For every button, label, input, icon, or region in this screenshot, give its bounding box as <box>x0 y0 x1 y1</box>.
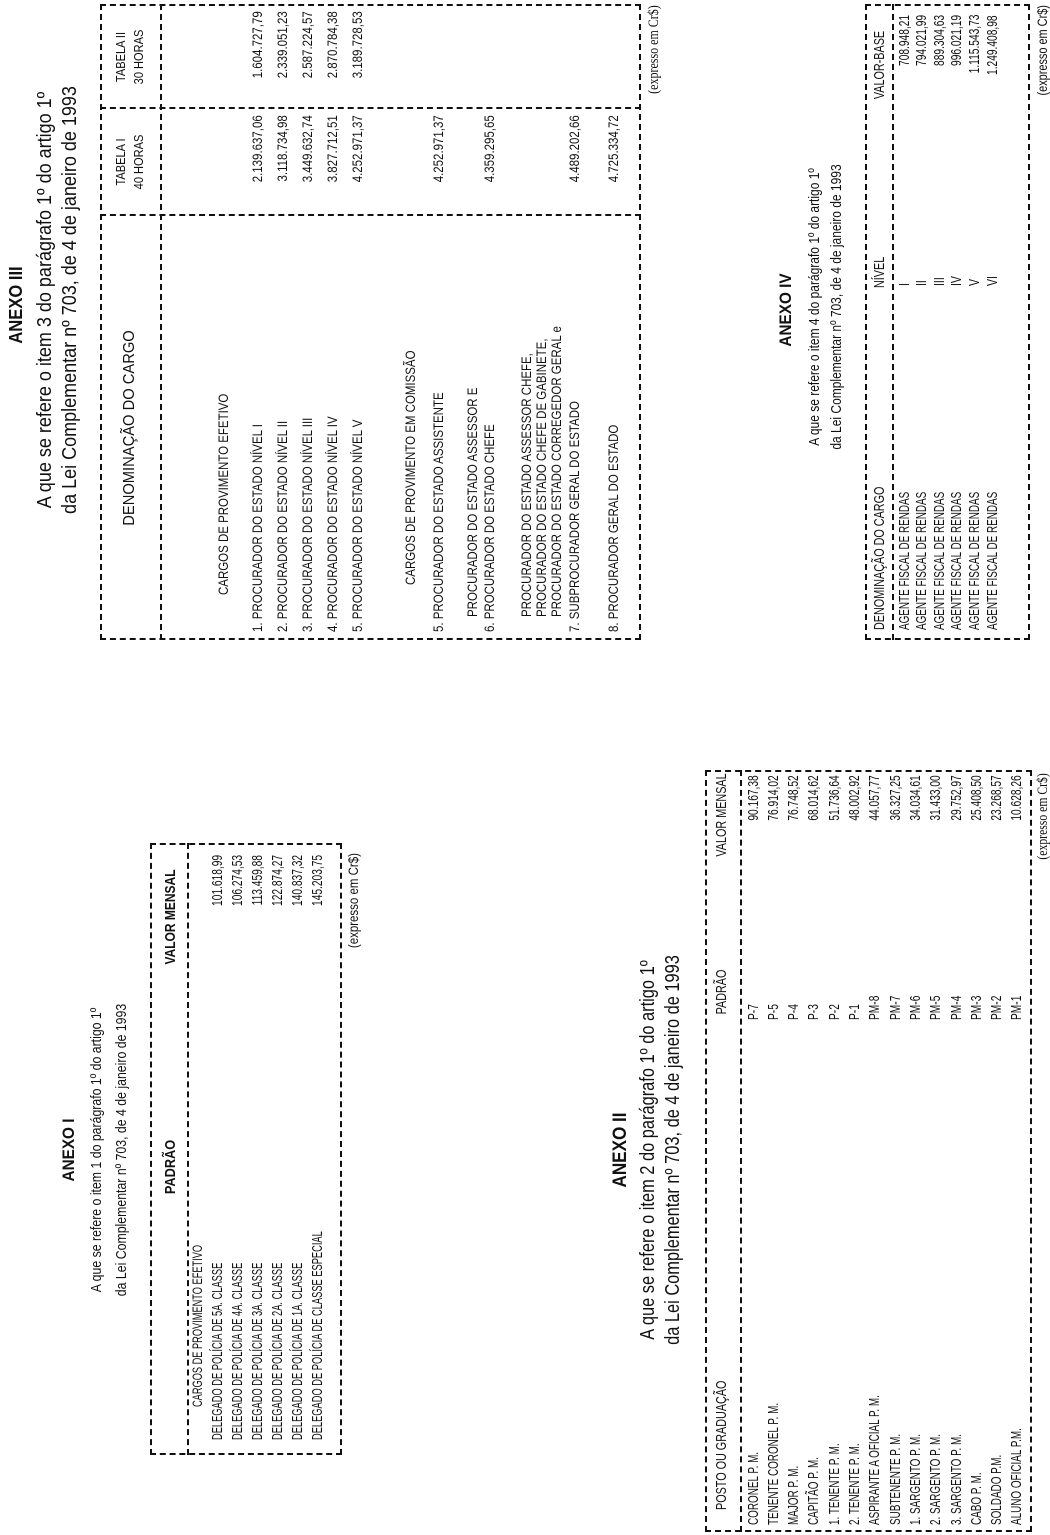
anexo3-subtitle-line: A que se refere o item 3 do parágrafo 1º do artigo 1º <box>34 91 56 509</box>
anexo2-row-padrao: PM-1 <box>1008 995 1026 1020</box>
anexo1-row-valor: 145.203,75 <box>308 855 326 907</box>
anexo4-title: ANEXO IV <box>775 273 795 347</box>
anexo3-row-tabela2-value: 3.189.728,53 <box>349 11 365 79</box>
anexo2-row-padrao: PM-5 <box>927 995 945 1020</box>
anexo3-row-tabela2-value: 2.339.051,23 <box>274 11 290 79</box>
anexo2-row-posto: 2. TENENTE P. M. <box>846 1443 863 1525</box>
anexo1-row-cargo: DELEGADO DE POLÍCIA DE CLASSE ESPECIAL <box>308 1231 326 1440</box>
anexo4-row-cargo: AGENTE FISCAL DE RENDAS <box>948 491 966 630</box>
anexo3-row-text: 2. PROCURADOR DO ESTADO NÍVEL II <box>274 420 290 632</box>
anexo3-header-denominacao: DENOMINAÇÃO DO CARGO <box>121 330 138 526</box>
anexo2-row-valor: 10.628,26 <box>1008 775 1026 821</box>
anexo3-row-tabela2-value: 2.870.784,38 <box>324 11 340 79</box>
anexo3-row-text: 3. PROCURADOR DO ESTADO NÍVEL III <box>299 417 315 632</box>
anexo2-row-valor: 51.736,64 <box>825 775 843 821</box>
anexo3-row-tabela1-value: 4.252.971,37 <box>430 115 446 183</box>
anexo2-row-posto: CORONEL P. M. <box>744 1451 762 1525</box>
anexo4-row-nivel: V <box>965 278 983 286</box>
anexo1-row-valor: 140.837,32 <box>288 855 306 907</box>
anexo2-row-posto: 1. TENENTE P. M. <box>825 1443 843 1525</box>
anexo3-row-text: PROCURADOR DO ESTADO CORREGEDOR GERAL e <box>548 326 564 617</box>
anexo1-row-cargo: DELEGADO DE POLÍCIA DE 3A. CLASSE <box>248 1262 266 1440</box>
anexo4-row-valor: 1.115.543,73 <box>965 15 983 74</box>
anexo2-row-padrao: P-5 <box>764 1004 782 1020</box>
anexo2-row-valor: 36.327,25 <box>886 775 904 821</box>
anexo3-row-tabela2-value: 1.604.727,79 <box>249 11 265 79</box>
anexo2-header-divider <box>740 770 742 1532</box>
anexo2-subtitle-line: A que se refere o item 2 do parágrafo 1º do artigo 1º <box>637 960 659 1340</box>
anexo3-row-text: 6. PROCURADOR DO ESTADO CHEFE <box>481 424 497 632</box>
anexo2-row-padrao: PM-3 <box>967 995 985 1020</box>
anexo2-row-padrao: P-7 <box>744 1004 762 1020</box>
anexo2-header-posto: POSTO OU GRADUAÇÃO <box>712 1380 730 1510</box>
anexo3-row-text: 5. PROCURADOR DO ESTADO ASSISTENTE <box>430 392 446 632</box>
anexo4-header-valor: VALOR-BASE <box>870 30 888 100</box>
anexo2-row-posto: SOLDADO P.M. <box>988 1454 1006 1525</box>
anexo4-row-valor: 889.304,63 <box>930 15 948 67</box>
anexo1-row-cargo: DELEGADO DE POLÍCIA DE 1A. CLASSE <box>288 1262 306 1440</box>
anexo1-row-cargo: DELEGADO DE POLÍCIA DE 2A. CLASSE <box>268 1262 286 1440</box>
anexo2-row-posto: 3. SARGENTO P. M. <box>947 1434 965 1525</box>
anexo2-row-valor: 29.752,97 <box>947 775 965 821</box>
anexo2-row-posto: MAJOR P. M. <box>785 1465 803 1525</box>
anexo3-row-tabela1-value: 2.139.637,06 <box>249 115 265 183</box>
anexo2-title: ANEXO II <box>609 1112 631 1188</box>
anexo2-row-valor: 48.002,92 <box>846 775 863 821</box>
anexo2-row-padrao: PM-2 <box>988 995 1006 1020</box>
anexo2-footnote: (expresso em Cr$) <box>1034 773 1050 860</box>
anexo3-row-text: CARGOS DE PROVIMENTO EFETIVO <box>215 393 231 595</box>
anexo3-column-divider <box>100 107 641 109</box>
anexo2-row-valor: 34.034,61 <box>906 775 924 821</box>
anexo3-row-text: 8. PROCURADOR GERAL DO ESTADO <box>605 424 621 632</box>
anexo2-row-posto: ALUNO OFICIAL P.M. <box>1008 1428 1026 1525</box>
anexo4-row-nivel: VI <box>983 276 1001 286</box>
anexo1-subtitle-line: da Lei Complementar nº 703, de 4 de janeiro de 1993 <box>112 1003 130 1297</box>
anexo2-row-padrao: PM-8 <box>866 995 884 1020</box>
anexo3-row-tabela1-value: 4.725.334,72 <box>605 115 621 183</box>
anexo3-row-text: 5. PROCURADOR DO ESTADO NÍVEL V <box>349 419 365 632</box>
anexo2-subtitle-line: da Lei Complementar nº 703, de 4 de janeiro de 1993 <box>662 955 684 1345</box>
anexo2-row-padrao: P-2 <box>825 1004 843 1020</box>
anexo4-row-cargo: AGENTE FISCAL DE RENDAS <box>895 491 913 630</box>
anexo4-row-nivel: II <box>913 280 931 286</box>
anexo4-row-nivel: I <box>895 283 913 286</box>
anexo2-row-posto: ASPIRANTE A OFICIAL P. M. <box>866 1395 884 1525</box>
anexo4-header-divider <box>892 4 894 640</box>
anexo2-row-padrao: P-3 <box>805 1004 823 1020</box>
anexo1-row-cargo: DELEGADO DE POLÍCIA DE 5A. CLASSE <box>208 1262 226 1440</box>
anexo3-row-text: CARGOS DE PROVIMENTO EM COMISSÃO <box>402 350 418 585</box>
anexo4-header-denominacao: DENOMINAÇÃO DO CARGO <box>870 486 888 630</box>
anexo3-row-text: 4. PROCURADOR DO ESTADO NÍVEL IV <box>324 416 340 632</box>
anexo3-row-tabela1-value: 4.489.202,66 <box>566 115 582 183</box>
anexo2-row-padrao: PM-7 <box>886 995 904 1020</box>
anexo1-row-cargo: DELEGADO DE POLÍCIA DE 4A. CLASSE <box>228 1262 246 1440</box>
anexo3-header-tabela1-hours: 40 HORAS <box>130 134 146 190</box>
anexo3-row-text: 1. PROCURADOR DO ESTADO NÍVEL I <box>249 424 265 632</box>
anexo2-header-padrao: PADRÃO <box>712 969 730 1015</box>
anexo2-row-padrao: P-4 <box>785 1004 803 1020</box>
anexo2-row-posto: TENENTE CORONEL P. M. <box>764 1402 782 1525</box>
anexo4-row-cargo: AGENTE FISCAL DE RENDAS <box>983 491 1001 630</box>
anexo2-row-valor: 31.433,00 <box>927 775 945 821</box>
anexo3-header-tabela1: TABELA I <box>112 138 128 186</box>
anexo3-row-tabela1-value: 3.449.632,74 <box>299 115 315 183</box>
anexo3-row-text: PROCURADOR DO ESTADO ASSESSOR CHEFE, <box>518 353 534 617</box>
anexo3-row-tabela1-value: 3.118.734,98 <box>274 115 290 182</box>
anexo3-row-tabela1-value: 3.827.712,51 <box>324 115 340 183</box>
anexo1-row-valor: 122.874,27 <box>268 855 286 907</box>
anexo3-row-tabela1-value: 4.359.295,65 <box>481 115 497 183</box>
anexo1-row-valor: 106.274,53 <box>228 855 246 907</box>
anexo4-row-cargo: AGENTE FISCAL DE RENDAS <box>913 491 931 630</box>
anexo2-row-posto: SUBTENENTE P. M. <box>886 1433 904 1525</box>
anexo3-row-text: PROCURADOR DO ESTADO ASSESSOR E <box>464 387 480 617</box>
anexo3-column-divider <box>100 214 641 216</box>
anexo2-header-valor: VALOR MENSAL <box>712 773 730 857</box>
anexo4-row-valor: 794.021,99 <box>913 15 931 67</box>
anexo3-row-text: 7. SUBPROCURADOR GERAL DO ESTADO <box>566 401 582 632</box>
anexo4-subtitle-line: A que se refere o item 4 do parágrafo 1º do artigo 1º <box>805 168 823 446</box>
anexo3-footnote: (expresso em Cr$) <box>645 5 662 94</box>
anexo4-row-cargo: AGENTE FISCAL DE RENDAS <box>930 491 948 630</box>
anexo3-title: ANEXO III <box>6 266 26 344</box>
anexo4-row-valor: 996.021,19 <box>948 15 966 67</box>
anexo2-row-padrao: P-1 <box>846 1004 863 1020</box>
anexo2-row-posto: 2. SARGENTO P. M. <box>927 1434 945 1525</box>
anexo1-row-valor: 113.459,88 <box>248 855 266 906</box>
anexo1-subtitle-line: A que se refere o item 1 do parágrafo 1º do artigo 1º <box>87 1007 105 1293</box>
anexo4-row-valor: 708.948,21 <box>895 15 913 67</box>
anexo1-header-padrao: PADRÃO <box>161 1139 179 1195</box>
anexo3-header-divider <box>160 4 162 640</box>
anexo3-row-tabela2-value: 2.587.224,57 <box>299 11 315 79</box>
anexo2-row-padrao: PM-4 <box>947 995 965 1020</box>
anexo2-row-padrao: PM-6 <box>906 995 924 1020</box>
anexo4-footnote: (expresso em Cr$) <box>1034 5 1050 96</box>
anexo1-section-label: CARGOS DE PROVIMENTO EFETIVO <box>189 1244 205 1407</box>
anexo2-row-posto: CABO P. M. <box>967 1472 985 1525</box>
anexo1-footnote: (expresso em Cr$) <box>345 853 361 949</box>
anexo2-row-posto: 1. SARGENTO P. M. <box>906 1434 924 1525</box>
anexo3-header-tabela2-hours: 30 HORAS <box>130 29 146 85</box>
anexo2-row-valor: 90.167,38 <box>744 775 762 821</box>
anexo2-row-valor: 44.057,77 <box>866 775 884 821</box>
anexo2-row-valor: 76.914,02 <box>764 775 782 821</box>
anexo3-subtitle-line: da Lei Complementar nº 703, de 4 de janeiro de 1993 <box>59 86 81 514</box>
anexo1-row-valor: 101.618,99 <box>208 855 226 907</box>
anexo4-row-valor: 1.249.408,98 <box>983 15 1001 75</box>
anexo3-row-text: PROCURADOR DO ESTADO CHEFE DE GABINETE, <box>533 338 549 617</box>
anexo2-row-posto: CAPITÃO P. M. <box>805 1456 823 1525</box>
anexo4-header-nivel: NÍVEL <box>870 256 888 288</box>
anexo4-row-nivel: IV <box>948 276 966 286</box>
anexo2-row-valor: 68.014,62 <box>805 775 823 821</box>
anexo2-row-valor: 23.268,57 <box>988 775 1006 821</box>
anexo1-title: ANEXO I <box>58 1118 78 1182</box>
anexo3-row-tabela1-value: 4.252.971,37 <box>349 115 365 183</box>
anexo3-header-tabela2: TABELA II <box>112 31 128 83</box>
anexo4-subtitle-line: da Lei Complementar nº 703, de 4 de janeiro de 1993 <box>827 164 845 450</box>
anexo2-row-valor: 25.408,50 <box>967 775 985 821</box>
anexo1-header-valor: VALOR MENSAL <box>161 869 179 965</box>
anexo4-row-cargo: AGENTE FISCAL DE RENDAS <box>965 491 983 630</box>
anexo4-row-nivel: III <box>930 277 948 286</box>
anexo2-row-valor: 76.748,52 <box>785 775 803 821</box>
